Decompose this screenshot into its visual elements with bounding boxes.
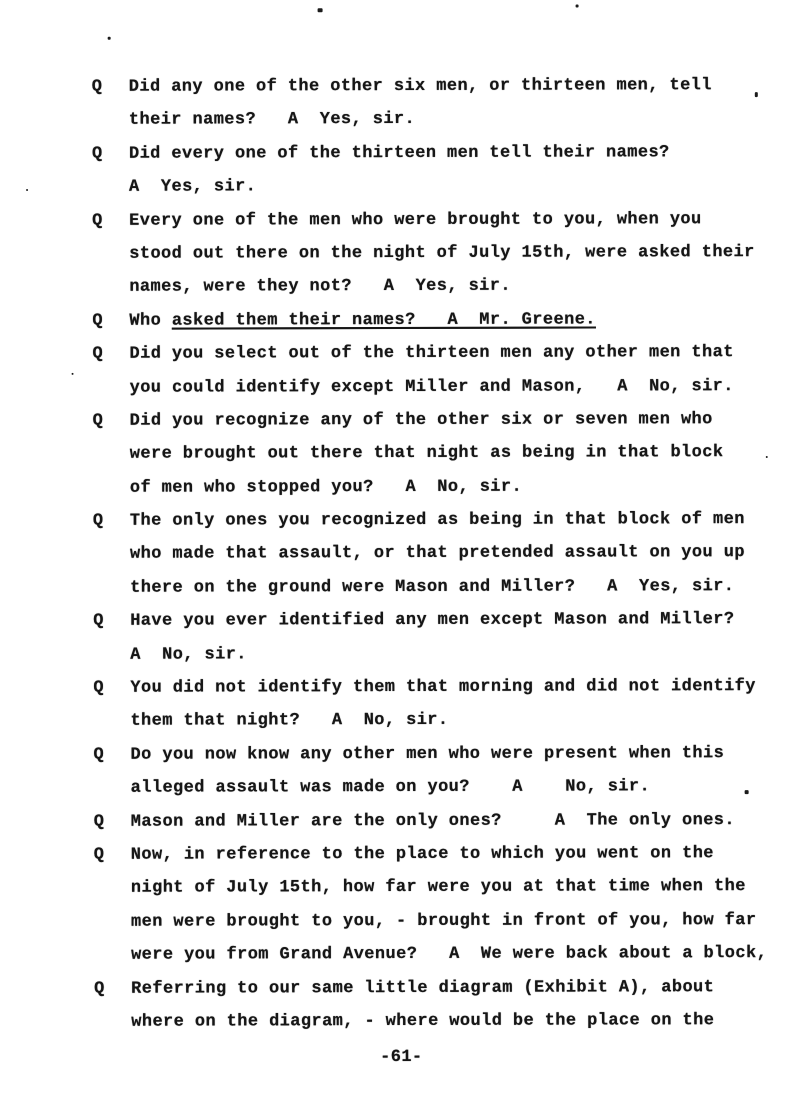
speaker-label [92, 104, 129, 137]
transcript-line [1, 904, 800, 939]
line-text: names, were they not? A Yes, sir. [129, 277, 512, 298]
transcript-line [0, 303, 799, 338]
line-text: Do you now know any other men who were present when this [130, 743, 725, 765]
transcript-line [0, 737, 800, 772]
line-text: their names? A Yes, sir. [128, 110, 416, 131]
line-text: who made that assault, or that pretended assault on you up [129, 543, 745, 565]
line-text: were brought out there that night as being in that block [129, 443, 724, 465]
line-text: Who asked them their names? A Mr. Greene. [129, 310, 596, 331]
line-text: Now, in reference to the place to which you went on the [130, 844, 714, 865]
speaker-label [94, 905, 131, 938]
scan-speck [318, 8, 323, 12]
speaker-label [93, 438, 130, 471]
speaker-label: Q [91, 77, 103, 97]
speaker-label: Q [93, 812, 105, 832]
speaker-label [93, 572, 130, 605]
transcript-line [1, 1004, 800, 1039]
line-text: Every one of the men who were brought to you, when you [129, 209, 702, 231]
transcript-line [0, 169, 799, 204]
speaker-label [93, 705, 130, 738]
transcript-line [0, 269, 799, 304]
transcript-line [0, 470, 800, 505]
speaker-label: Q [91, 144, 103, 164]
speaker-label [94, 872, 131, 905]
speaker-label [94, 772, 131, 805]
transcript-line [0, 136, 799, 171]
line-text: them that night? A No, sir. [130, 711, 449, 732]
transcript-line [0, 69, 799, 104]
transcript-line [0, 637, 800, 672]
line-text: Did every one of the thirteen men tell their names? [128, 143, 670, 164]
line-text: Referring to our same little diagram (Exhibit A), about [131, 977, 715, 999]
speaker-label [92, 238, 129, 271]
transcript-line [0, 603, 800, 638]
transcript-line [0, 670, 800, 705]
transcript-line [0, 503, 800, 538]
transcript-line [0, 336, 800, 371]
line-text: A No, sir. [130, 645, 247, 665]
transcript-line [0, 536, 800, 571]
speaker-label: Q [92, 511, 104, 531]
line-text: night of July 15th, how far were you at that time when the [130, 877, 746, 899]
line-text: men were brought to you, - brought in front of you, how far [130, 910, 757, 932]
speaker-label: Q [94, 979, 105, 999]
speaker-label [93, 471, 130, 504]
scan-speck [108, 37, 111, 40]
transcript-line [0, 369, 800, 404]
transcript-line [1, 770, 800, 805]
speaker-label: Q [92, 211, 103, 231]
speaker-label: Q [92, 344, 104, 364]
speaker-label: Q [92, 411, 104, 431]
transcript-line [1, 837, 800, 872]
transcript-line [0, 102, 799, 137]
line-text: of men who stopped you? A No, sir. [129, 477, 523, 498]
line-text: where on the diagram, - where would be the place on the [131, 1011, 715, 1032]
transcript-line [0, 403, 800, 438]
transcript-line [0, 203, 799, 238]
transcript-line [1, 937, 800, 972]
transcript-line [1, 870, 800, 905]
line-text: Did you select out of the thirteen men any other men that [129, 343, 734, 364]
page-number: -61- [380, 1047, 423, 1068]
line-text: alleged assault was made on you? A No, sir. [130, 777, 651, 798]
line-text: Did you recognize any of the other six or seven men who [129, 410, 713, 431]
speaker-label [93, 538, 130, 571]
speaker-label [94, 1006, 131, 1039]
line-text: were you from Grand Avenue? A We were back about a block, [131, 944, 768, 965]
speaker-label: Q [93, 845, 105, 865]
scan-speck [576, 5, 579, 8]
transcript-line [0, 236, 799, 271]
speaker-label: Q [92, 311, 104, 331]
line-text: A Yes, sir. [129, 177, 257, 197]
speaker-label [93, 371, 130, 404]
transcript-line [1, 970, 800, 1005]
line-text: stood out there on the night of July 15th, were asked their [129, 243, 755, 264]
line-text: there on the ground were Mason and Miller? A Yes, sir. [130, 576, 735, 598]
speaker-label [93, 638, 130, 671]
speaker-label: Q [93, 745, 105, 765]
speaker-label [92, 271, 129, 304]
speaker-label: Q [93, 612, 104, 632]
speaker-label [92, 171, 129, 204]
line-text: you could identify except Miller and Mason, A No, sir. [129, 376, 734, 398]
line-text: Have you ever identified any men except Mason and Miller? [130, 610, 735, 631]
transcript-line [0, 570, 800, 605]
speaker-label [94, 939, 131, 972]
line-text: Mason and Miller are the only ones? A The only ones. [130, 810, 736, 832]
transcript-line [1, 804, 800, 839]
transcript-line [0, 703, 800, 738]
line-text: You did not identify them that morning and did not identify [130, 677, 756, 698]
line-text: The only ones you recognized as being in that block of men [129, 510, 745, 531]
transcript-line [0, 436, 800, 471]
speaker-label: Q [93, 678, 104, 698]
transcript [0, 69, 800, 1039]
line-text: Did any one of the other six men, or thirteen men, tell [128, 76, 712, 97]
